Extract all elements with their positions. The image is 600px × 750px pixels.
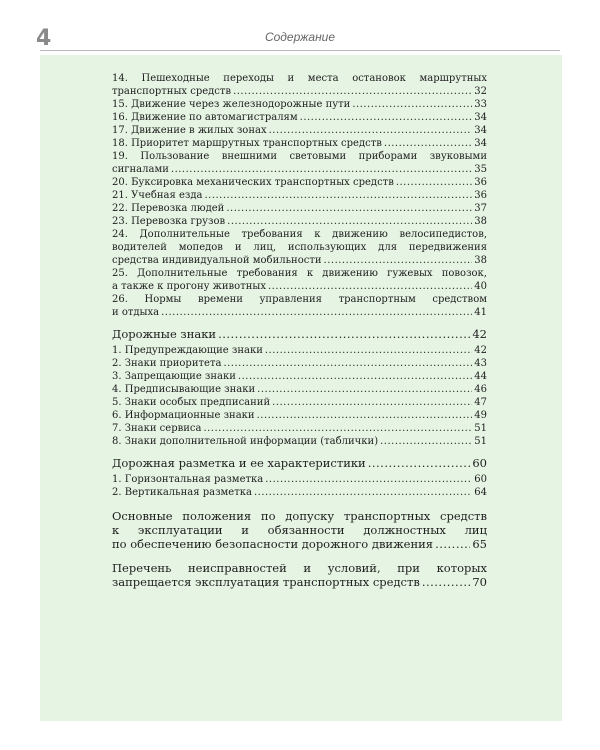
toc-section-heading	[112, 456, 487, 470]
toc-entry	[112, 124, 487, 137]
running-title: Содержание	[264, 30, 336, 44]
toc-entry	[112, 202, 487, 215]
dot-leader	[268, 280, 472, 293]
toc-entry	[112, 111, 487, 124]
toc-entry-title-line: по обеспечению безопасности дорожного движения	[112, 537, 434, 551]
toc-page-number: 38	[474, 216, 487, 227]
toc-entry-title-line: 20. Буксировка механических транспортных средств	[112, 177, 394, 188]
toc-entry-title-line: Основные положения по допуску транспортных средств	[112, 509, 487, 523]
toc-page-number: 51	[474, 423, 487, 434]
toc-entry-title-line: 5. Знаки особых предписаний	[112, 397, 271, 408]
toc-page-number: 41	[474, 307, 487, 318]
toc-page-number: 65	[472, 537, 487, 551]
toc-page-number: 60	[474, 474, 487, 485]
toc-entry-title-line: 19. Пользование внешними световыми приборами звуковыми	[112, 151, 487, 162]
toc-entry-title-line: 1. Предупреждающие знаки	[112, 345, 263, 356]
toc-page-number: 49	[474, 410, 487, 421]
toc-page-number: 42	[474, 345, 487, 356]
dot-leader	[203, 422, 472, 435]
toc-entry-title-line: 23. Перевозка грузов	[112, 216, 226, 227]
toc-page-number: 42	[472, 327, 487, 341]
toc-entry-title-line: 2. Знаки приоритета	[112, 358, 222, 369]
toc-entry	[112, 137, 487, 150]
toc-entry	[112, 370, 487, 383]
dot-leader	[227, 215, 472, 228]
toc-entry	[112, 215, 487, 228]
toc-entry-title-line: 17. Движение в жилых зонах	[112, 125, 267, 136]
toc-entry-title-line: 6. Информационные знаки	[112, 410, 255, 421]
toc-page-number: 37	[474, 203, 487, 214]
dot-leader	[384, 137, 472, 150]
toc-entry	[112, 396, 487, 409]
toc-section-heading	[112, 561, 487, 589]
dot-leader	[223, 357, 472, 370]
toc-entry-title-line: 21. Учебная езда	[112, 190, 203, 201]
toc-page-number: 70	[472, 575, 487, 589]
toc-entry-title-line: 22. Перевозка людей	[112, 203, 225, 214]
toc-entry	[112, 409, 487, 422]
toc-page-number: 34	[474, 138, 487, 149]
toc-page-number: 35	[474, 164, 487, 175]
toc-entry-title-line: запрещается эксплуатация транспортных средств	[112, 575, 420, 589]
dot-leader	[324, 254, 473, 267]
dot-leader	[380, 435, 472, 448]
dot-leader	[233, 85, 472, 98]
toc-entry	[112, 486, 487, 499]
dot-leader	[161, 306, 472, 319]
dot-leader	[257, 383, 472, 396]
toc-entry-title-line: 4. Предписывающие знаки	[112, 384, 256, 395]
toc-page-number: 44	[474, 371, 487, 382]
toc-page-number: 60	[472, 456, 487, 470]
toc-entry-title-line: 25. Дополнительные требования к движению гужевых повозок,	[112, 268, 487, 279]
toc-entry-title-line: 8. Знаки дополнительной информации (таблички)	[112, 436, 379, 447]
toc-entry	[112, 98, 487, 111]
toc-page-number: 36	[474, 190, 487, 201]
toc-entry-title-line: 1. Горизонтальная разметка	[112, 474, 264, 485]
toc-entry	[112, 150, 487, 176]
toc-entry-title-line: 16. Движение по автомагистралям	[112, 112, 298, 123]
toc-entry-title-line: 26. Нормы времени управления транспортным средством	[112, 294, 487, 305]
toc-page-number: 33	[474, 99, 487, 110]
toc-entry-title-line: Перечень неисправностей и условий, при которых	[112, 561, 487, 575]
toc-entry-title-line: 18. Приоритет маршрутных транспортных средств	[112, 138, 382, 149]
page-number: 4	[36, 26, 52, 51]
toc-entry	[112, 176, 487, 189]
toc-page-number: 40	[474, 281, 487, 292]
toc-page-number: 34	[474, 112, 487, 123]
dot-leader	[226, 202, 472, 215]
toc-page-number: 47	[474, 397, 487, 408]
dot-leader	[368, 456, 471, 470]
toc-entry-title-line: Дорожная разметка и ее характеристики	[112, 456, 366, 470]
toc-entry-title-line: транспортных средств	[112, 86, 232, 97]
toc-entry-title-line: 3. Запрещающие знаки	[112, 371, 236, 382]
dot-leader	[435, 537, 470, 551]
toc-entry-title-line: сигналами	[112, 164, 169, 175]
toc-page-number: 38	[474, 255, 487, 266]
toc-entry-title-line: водителей мопедов и лиц, использующих для передвижения	[112, 242, 487, 253]
toc-page-number: 46	[474, 384, 487, 395]
toc-page-number: 34	[474, 125, 487, 136]
toc-section-heading	[112, 327, 487, 341]
dot-leader	[269, 124, 473, 137]
header-rule	[40, 50, 560, 51]
toc-entry-title-line: 24. Дополнительные требования к движению велосипедистов,	[112, 229, 487, 240]
dot-leader	[352, 98, 472, 111]
toc-page-number: 36	[474, 177, 487, 188]
dot-leader	[218, 327, 470, 341]
toc-entry	[112, 293, 487, 319]
toc-entry	[112, 228, 487, 267]
toc-entry-title-line: 7. Знаки сервиса	[112, 423, 202, 434]
toc-entry	[112, 383, 487, 396]
toc-section-heading	[112, 509, 487, 551]
dot-leader	[257, 409, 473, 422]
toc-entry-title-line: к эксплуатации и обязанности должностных лиц	[112, 523, 487, 537]
toc-entry-title-line: 2. Вертикальная разметка	[112, 487, 252, 498]
toc-entry-title-line: 15. Движение через железнодорожные пути	[112, 99, 351, 110]
dot-leader	[272, 396, 472, 409]
dot-leader	[265, 344, 472, 357]
dot-leader	[300, 111, 473, 124]
toc-page-number: 64	[474, 487, 487, 498]
toc-entry-title-line: 14. Пешеходные переходы и места остановок маршрутных	[112, 73, 487, 84]
dot-leader	[422, 575, 471, 589]
toc-entry	[112, 473, 487, 486]
toc-entry	[112, 72, 487, 98]
table-of-contents	[112, 72, 487, 589]
dot-leader	[171, 163, 472, 176]
toc-page-number: 43	[474, 358, 487, 369]
toc-entry	[112, 267, 487, 293]
toc-page-number: 51	[474, 436, 487, 447]
dot-leader	[265, 473, 472, 486]
toc-entry-title-line: средства индивидуальной мобильности	[112, 255, 322, 266]
toc-entry	[112, 357, 487, 370]
toc-entry	[112, 189, 487, 202]
toc-entry-title-line: и отдыха	[112, 307, 160, 318]
toc-entry-title-line: Дорожные знаки	[112, 327, 217, 341]
toc-entry	[112, 344, 487, 357]
dot-leader	[238, 370, 472, 383]
dot-leader	[396, 176, 472, 189]
toc-entry	[112, 422, 487, 435]
dot-leader	[254, 486, 472, 499]
toc-page-number: 32	[474, 86, 487, 97]
toc-entry	[112, 435, 487, 448]
toc-entry-title-line: а также к прогону животных	[112, 281, 266, 292]
dot-leader	[204, 189, 472, 202]
